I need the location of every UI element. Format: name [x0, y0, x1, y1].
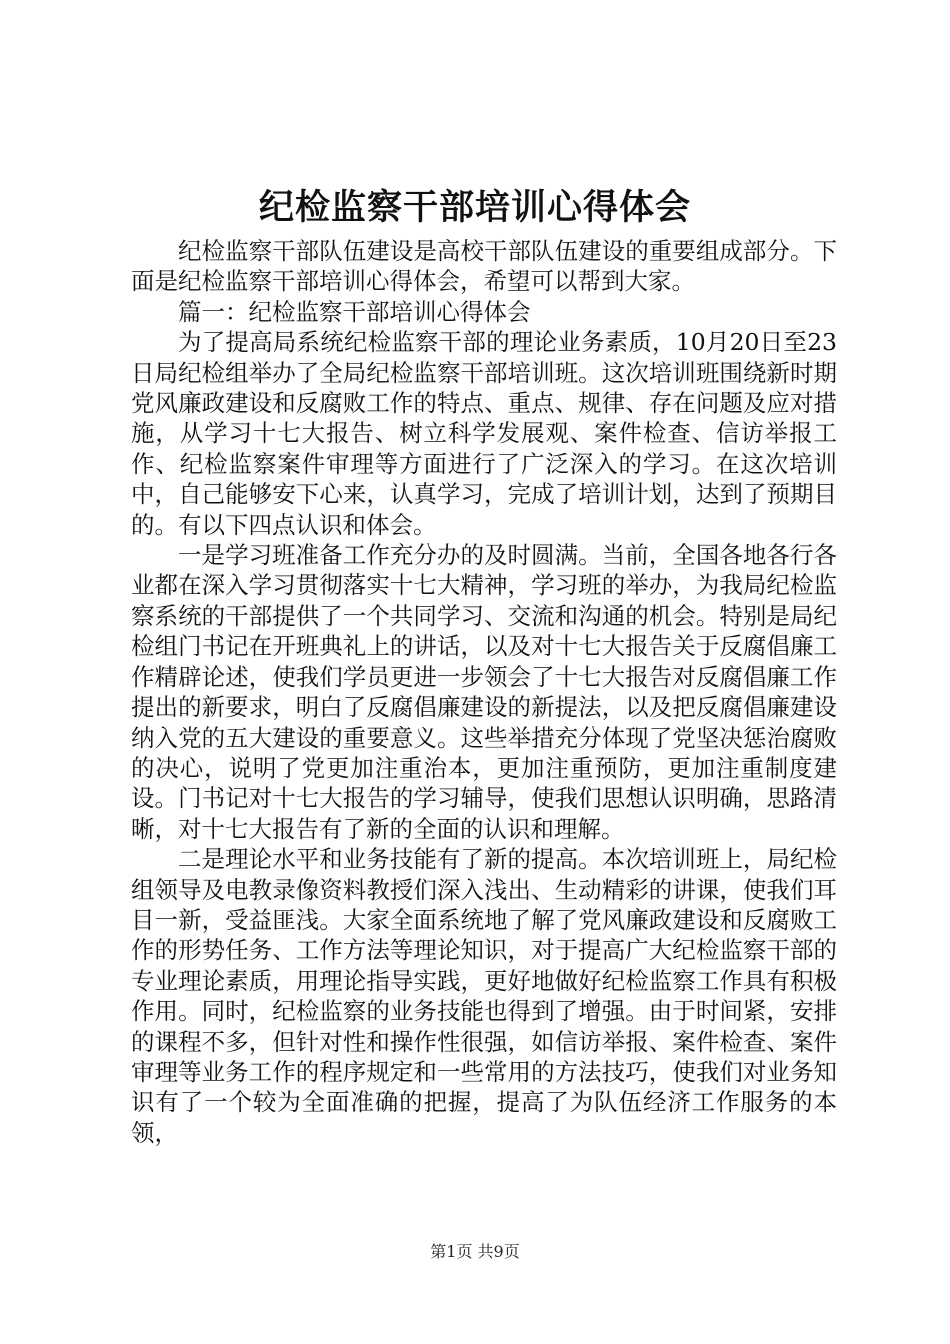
page-number-footer: 第1页 共9页 [430, 1242, 520, 1261]
document-body [131, 236, 837, 1148]
paragraph-point-one: 一是学习班准备工作充分办的及时圆满。当前，全国各地各行各业都在深入学习贯彻落实十七大精神，学习班的举办，为我局纪检监察系统的干部提供了一个共同学习、交流和沟通的机会。特别是局纪检组门书记在开班典礼上的讲话，以及对十七大报告关于反腐倡廉工作精辟论述，使我们学员更进一步领会了十七大报告对反腐倡廉工作提出的新要求，明白了反腐倡廉建设的新提法，以及把反腐倡廉建设纳入党的五大建设的重要意义。这些举措充分体现了党坚决惩治腐败的决心，说明了党更加注重治本，更加注重预防，更加注重制度建设。门书记对十七大报告的学习辅导，使我们思想认识明确，思路清晰，对十七大报告有了新的全面的认识和理解。 [131, 541, 837, 843]
paragraph-training-overview: 为了提高局系统纪检监察干部的理论业务素质，10月20日至23日局纪检组举办了全局纪检监察干部培训班。这次培训班围绕新时期党风廉政建设和反腐败工作的特点、重点、规律、存在问题及应对措施，从学习十七大报告、树立科学发展观、案件检查、信访举报工作、纪检监察案件审理等方面进行了广泛深入的学习。在这次培训中，自己能够安下心来，认真学习，完成了培训计划，达到了预期目的。有以下四点认识和体会。 [131, 328, 837, 539]
page-title: 纪检监察干部培训心得体会 [258, 187, 691, 228]
paragraph-section-heading: 篇一：纪检监察干部培训心得体会 [178, 297, 531, 326]
paragraph-intro: 纪检监察干部队伍建设是高校干部队伍建设的重要组成部分。下面是纪检监察干部培训心得体会，希望可以帮到大家。 [131, 237, 837, 296]
paragraph-point-two: 二是理论水平和业务技能有了新的提高。本次培训班上，局纪检组领导及电教录像资料教授们深入浅出、生动精彩的讲课，使我们耳目一新，受益匪浅。大家全面系统地了解了党风廉政建设和反腐败工作的形势任务、工作方法等理论知识，对于提高广大纪检监察干部的专业理论素质，用理论指导实践，更好地做好纪检监察工作具有积极作用。同时，纪检监察的业务技能也得到了增强。由于时间紧，安排的课程不多，但针对性和操作性很强，如信访举报、案件检查、案件审理等业务工作的程序规定和一些常用的方法技巧，使我们对业务知识有了一个较为全面准确的把握，提高了为队伍经济工作服务的本领， [131, 845, 837, 1147]
